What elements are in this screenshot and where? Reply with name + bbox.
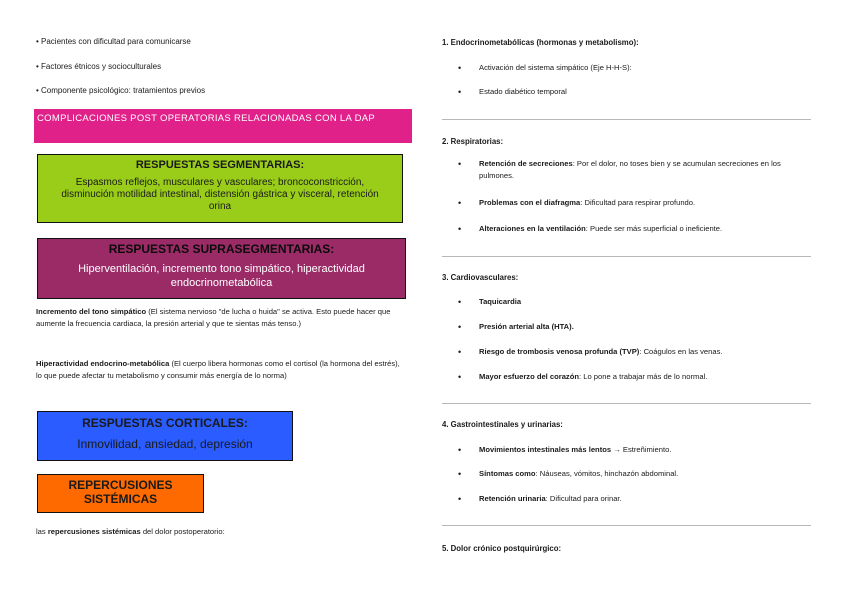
complications-title: COMPLICACIONES POST OPERATORIAS RELACIONADAS CON LA DAP [34, 109, 412, 143]
tono-bold: Incremento del tono simpático [36, 307, 147, 316]
s2-heading: 2. Respiratorias: [442, 137, 504, 146]
s3-item: • Mayor esfuerzo del corazón: Lo pone a trabajar más de lo normal. [458, 372, 708, 382]
s3-item-text: : Lo pone a trabajar más de lo normal. [579, 372, 708, 381]
s4-item-bold: Síntomas como [479, 469, 536, 478]
s1-item-text: Estado diabético temporal [479, 87, 567, 96]
footer-bold: repercusiones sistémicas [47, 527, 141, 536]
corticales-box [37, 411, 293, 461]
s3-item: • Riesgo de trombosis venosa profunda (TVP): Coágulos en las venas. [458, 347, 723, 357]
s2-item-text: : Por el dolor, no toses bien y se acumulan secreciones en los pulmones. [479, 159, 781, 180]
s3-item-bold: Riesgo de trombosis venosa profunda (TVP) [479, 347, 640, 356]
sistemicas-title: REPERCUSIONES SISTÉMICAS [68, 478, 173, 506]
s1-item-text: Activación del sistema simpático (Eje H-H-S): [479, 63, 632, 72]
s2-item-bold: Retención de secreciones [479, 159, 573, 168]
s3-item-bold: Presión arterial alta (HTA). [479, 322, 574, 331]
s1-item: • Activación del sistema simpático (Eje H-H-S): [458, 63, 632, 73]
tono-text: (El sistema nervioso "de lucha o huida" se activa. Esto puede hacer que aumente la frecuencia cardiaca, la presión arterial y que te sientas más tenso.) [36, 307, 391, 328]
bullet-ethnic: • Factores étnicos y socioculturales [36, 62, 162, 71]
s2-item-bold: Alteraciones en la ventilación [479, 224, 586, 233]
corticales-body: Inmovilidad, ansiedad, depresión [77, 437, 253, 451]
divider [442, 403, 811, 404]
s3-item: • Taquicardia [458, 297, 522, 307]
suprasegmentarias-body: Hiperventilación, incremento tono simpático, hiperactividad endocrinometabólica [78, 263, 365, 289]
segmentarias-box [37, 154, 403, 223]
footer-post: del dolor postoperatorio: [140, 527, 225, 536]
s4-item: • Movimientos intestinales más lentos → Estreñimiento. [458, 445, 672, 455]
segmentarias-title: RESPUESTAS SEGMENTARIAS: [135, 159, 305, 171]
bullet-communication: • Pacientes con dificultad para comunicarse [36, 37, 191, 46]
divider [442, 256, 811, 257]
s1-heading: 1. Endocrinometabólicas (hormonas y metabolismo): [442, 38, 639, 47]
s2-item: • Retención de secreciones: Por el dolor, no toses bien y se acumulan secreciones en los pulmones. [458, 159, 781, 180]
s4-heading: 4. Gastrointestinales y urinarias: [442, 420, 563, 429]
footer-line [36, 526, 225, 538]
s2-item: • Problemas con el diafragma: Dificultad para respirar profundo. [458, 198, 696, 208]
suprasegmentarias-box [37, 238, 406, 299]
corticales-title: RESPUESTAS CORTICALES: [82, 416, 248, 430]
hiper-text: (El cuerpo libera hormonas como el cortisol (la hormona del estrés), lo que puede afectar tu metabolismo y consumir más energía de lo norma) [36, 359, 400, 380]
tono-paragraph [36, 306, 404, 330]
s2-item-text: : Puede ser más superficial o ineficiente. [585, 224, 723, 233]
s2-item-bold: Problemas con el diafragma [479, 198, 581, 207]
s4-item-bold: Retención urinaria [479, 494, 546, 503]
s3-item: • Presión arterial alta (HTA). [458, 322, 574, 332]
s4-item-text: : Náuseas, vómitos, hinchazón abdominal. [535, 469, 679, 478]
s3-heading: 3. Cardiovasculares: [442, 273, 519, 282]
s1-item: • Estado diabético temporal [458, 87, 567, 97]
divider [442, 525, 811, 526]
hiper-bold: Hiperactividad endocrino-metabólica [36, 359, 170, 368]
s3-item-bold: Mayor esfuerzo del corazón [479, 372, 580, 381]
hiper-paragraph [36, 358, 404, 382]
s2-item: • Alteraciones en la ventilación: Puede ser más superficial o ineficiente. [458, 224, 723, 234]
s5-heading: 5. Dolor crónico postquirúrgico: [442, 544, 562, 553]
s4-item-bold: Movimientos intestinales más lentos [479, 445, 612, 454]
s4-item: • Retención urinaria: Dificultad para orinar. [458, 494, 622, 504]
s4-item-text: → Estreñimiento. [611, 445, 672, 454]
footer-pre: las [36, 527, 48, 536]
s2-item-text: : Dificultad para respirar profundo. [580, 198, 696, 207]
bullet-psychological: • Componente psicológico: tratamientos previos [36, 86, 206, 95]
s4-item: • Síntomas como: Náuseas, vómitos, hinchazón abdominal. [458, 469, 679, 479]
sistemicas-box [37, 474, 204, 513]
s3-item-text: : Coágulos en las venas. [639, 347, 723, 356]
s3-item-bold: Taquicardia [479, 297, 522, 306]
suprasegmentarias-title: RESPUESTAS SUPRASEGMENTARIAS: [108, 242, 335, 256]
divider [442, 119, 811, 120]
segmentarias-body: Espasmos reflejos, musculares y vasculares; broncoconstricción, disminución motilidad intestinal, distensión gástrica y visceral, retención orina [61, 177, 379, 212]
s4-item-text: : Dificultad para orinar. [545, 494, 622, 503]
